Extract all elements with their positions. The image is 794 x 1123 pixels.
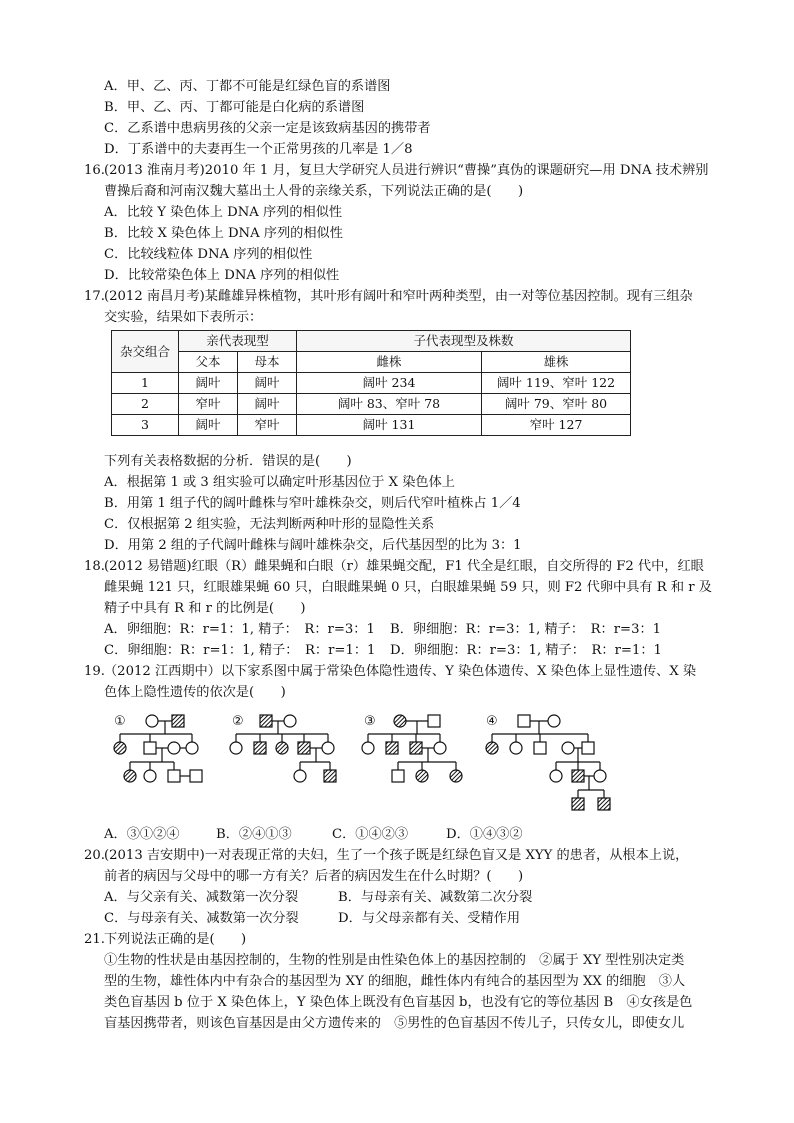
female-symbol <box>294 770 306 782</box>
affected-female-symbol <box>450 770 462 782</box>
male-symbol <box>428 715 440 727</box>
q21-stem-line4: 类色盲基因 b 位于 X 染色体上，Y 染色体上既没有色盲基因 b，也没有它的等位基因 B ④女孩是色 <box>104 995 693 1010</box>
q17-number: 17. <box>84 289 105 304</box>
mother-phenotype: 窄叶 <box>238 415 297 436</box>
table-row <box>112 373 631 394</box>
mother-phenotype: 阔叶 <box>238 394 297 415</box>
female-symbol <box>548 715 560 727</box>
affected-male-symbol <box>572 798 584 810</box>
q18-option-a: A．卵细胞：R：r=1：1, 精子： R：r=3：1 <box>104 622 375 637</box>
q16-stem-line1: (2013 淮南月考)2010 年 1 月，复旦大学研究人员进行辨识“曹操”真伪的课题研究—用 DNA 技术辨别 <box>104 163 709 178</box>
affected-male-symbol <box>254 742 266 754</box>
q17-option-a: A．根据第 1 或 3 组实验可以确定叶形基因位于 X 染色体上 <box>104 475 455 490</box>
affected-female-symbol <box>276 742 288 754</box>
pedigree-2 <box>230 714 336 782</box>
affected-female-symbol <box>114 742 126 754</box>
q16-number: 16. <box>84 163 105 178</box>
cross-results-table <box>111 330 631 436</box>
table-header-mother: 母本 <box>238 352 297 373</box>
q15-option-c: C．乙系谱中患病男孩的父亲一定是该致病基因的携带者 <box>104 121 431 136</box>
female-symbol <box>594 770 606 782</box>
q20-option-d: D．与父母亲都有关、受精作用 <box>338 911 521 926</box>
q19-stem-line2: 色体上隐性遗传的依次是( ) <box>104 685 286 700</box>
female-symbol <box>168 742 180 754</box>
affected-female-symbol <box>416 770 428 782</box>
father-phenotype: 阔叶 <box>179 415 238 436</box>
affected-male-symbol <box>260 715 272 727</box>
q19-number: 19. <box>84 664 105 679</box>
affected-male-symbol <box>172 715 184 727</box>
q17-option-c: C．仅根据第 2 组实验，无法判断两种叶形的显隐性关系 <box>104 517 435 532</box>
q18-stem-line1: (2012 易错题)红眼（R）雌果蝇和白眼（r）雄果蝇交配，F1 代全是红眼，自交所得的 F2 代中，红眼 <box>104 559 704 574</box>
pedigree-1-label: ① <box>114 714 126 729</box>
cross-id: 1 <box>112 373 179 394</box>
q16-option-d: D．比较常染色体上 DNA 序列的相似性 <box>104 268 340 283</box>
q15-option-a: A．甲、乙、丙、丁都不可能是红绿色盲的系谱图 <box>104 79 391 94</box>
table-header-parents: 亲代表现型 <box>179 331 297 352</box>
table-row <box>112 394 631 415</box>
male-symbol <box>582 742 594 754</box>
table-header-female: 雌株 <box>297 352 482 373</box>
female-offspring: 阔叶 234 <box>297 373 482 394</box>
female-symbol <box>550 770 562 782</box>
male-symbol <box>168 770 180 782</box>
male-symbol <box>534 742 546 754</box>
affected-male-symbol <box>324 770 336 782</box>
table-header-male: 雄株 <box>482 352 631 373</box>
father-phenotype: 窄叶 <box>179 394 238 415</box>
male-offspring: 窄叶 127 <box>482 415 631 436</box>
pedigree-4 <box>486 714 610 810</box>
father-phenotype: 阔叶 <box>179 373 238 394</box>
q17-stem-line2: 交实验，结果如下表所示： <box>104 310 263 325</box>
q20-option-c: C．与母亲有关、减数第一次分裂 <box>104 911 299 926</box>
table-header-offspring: 子代表现型及株数 <box>297 331 631 352</box>
table-row <box>112 415 631 436</box>
cross-id: 2 <box>112 394 179 415</box>
q16-option-c: C．比较线粒体 DNA 序列的相似性 <box>104 247 313 262</box>
q20-stem-line2: 前者的病因与父母中的哪一方有关？后者的病因发生在什么时期？( ) <box>104 869 524 884</box>
q20-stem-line1: (2013 吉安期中)一对表现正常的夫妇，生了一个孩子既是红绿色盲又是 XYY 的患者，从根本上说， <box>104 848 689 863</box>
female-symbol <box>144 770 156 782</box>
q20-number: 20. <box>84 848 105 863</box>
male-symbol <box>392 770 404 782</box>
cross-id: 3 <box>112 415 179 436</box>
male-symbol <box>144 742 156 754</box>
q21-stem-line5: 盲基因携带者，则该色盲基因是由父方遗传来的 ⑤男性的色盲基因不传儿子，只传女儿，即使女儿 <box>104 1016 685 1031</box>
q17-option-b: B．用第 1 组子代的阔叶雌株与窄叶雄株杂交，则后代窄叶植株占 1／4 <box>104 496 521 511</box>
q18-stem-line3: 精子中具有 R 和 r 的比例是( ) <box>104 601 306 616</box>
affected-female-symbol <box>394 715 406 727</box>
affected-male-symbol <box>386 742 398 754</box>
q15-option-d: D．丁系谱中的夫妻再生一个正常男孩的几率是 1／8 <box>104 142 413 157</box>
female-symbol <box>562 742 574 754</box>
pedigree-2-label: ② <box>232 714 244 729</box>
q21-stem-line1: 下列说法正确的是( ) <box>104 932 247 947</box>
female-offspring: 阔叶 83、窄叶 78 <box>297 394 482 415</box>
female-symbol <box>322 742 334 754</box>
table-header-cross: 杂交组合 <box>112 331 179 373</box>
pedigree-3-label: ③ <box>364 714 376 729</box>
female-symbol <box>230 742 242 754</box>
table-header-father: 父本 <box>179 352 238 373</box>
pedigree-3 <box>362 714 462 782</box>
pedigree-1 <box>114 714 202 782</box>
q16-option-a: A．比较 Y 染色体上 DNA 序列的相似性 <box>104 205 343 220</box>
mother-phenotype: 阔叶 <box>238 373 297 394</box>
affected-male-symbol <box>572 770 584 782</box>
q16-option-b: B．比较 X 染色体上 DNA 序列的相似性 <box>104 226 343 241</box>
female-symbol <box>434 742 446 754</box>
male-offspring: 阔叶 119、窄叶 122 <box>482 373 631 394</box>
q18-stem-line2: 雌果蝇 121 只，红眼雄果蝇 60 只，白眼雌果蝇 0 只，白眼雄果蝇 59 只，则 F2 代卵中具有 R 和 r 及 <box>104 580 712 595</box>
q17-option-d: D．用第 2 组的子代阔叶雌株与阔叶雄株杂交，后代基因型的比为 3：1 <box>104 538 522 553</box>
male-symbol <box>190 770 202 782</box>
pedigree-4-label: ④ <box>486 714 498 729</box>
q19-option-d: D．①④③② <box>446 827 523 842</box>
q17-question: 下列有关表格数据的分析．错误的是( ) <box>104 454 352 469</box>
q15-option-b: B．甲、乙、丙、丁都可能是白化病的系谱图 <box>104 100 365 115</box>
affected-female-symbol <box>486 742 498 754</box>
male-offspring: 阔叶 79、窄叶 80 <box>482 394 631 415</box>
q19-option-a: A．③①②④ <box>104 827 180 842</box>
affected-female-symbol <box>124 770 136 782</box>
q19-stem-line1: （2012 江西期中）以下家系图中属于常染色体隐性遗传、Y 染色体遗传、X 染色体上显性遗传、X 染 <box>104 664 697 679</box>
pedigree-figure <box>110 710 670 815</box>
male-symbol <box>518 715 530 727</box>
q19-option-b: B．②④①③ <box>216 827 292 842</box>
female-symbol <box>510 742 522 754</box>
q19-option-c: C．①④②③ <box>332 827 409 842</box>
affected-male-symbol <box>410 742 422 754</box>
q20-option-b: B．与母亲有关、减数第二次分裂 <box>338 890 533 905</box>
female-symbol <box>284 715 296 727</box>
q18-option-c: C．卵细胞：R：r=1：1, 精子： R：r=1：1 <box>104 643 376 658</box>
female-symbol <box>146 715 158 727</box>
q18-option-b: B．卵细胞：R：r=3：1, 精子： R：r=3：1 <box>390 622 662 637</box>
female-symbol <box>186 742 198 754</box>
q21-stem-line2: ①生物的性状是由基因控制的，生物的性别是由性染色体上的基因控制的 ②属于 XY 型性别决定类 <box>104 953 685 968</box>
q16-stem-line2: 曹操后裔和河南汉魏大墓出土人骨的亲缘关系，下列说法正确的是( ) <box>104 184 524 199</box>
q20-option-a: A．与父亲有关、减数第一次分裂 <box>104 890 299 905</box>
female-offspring: 阔叶 131 <box>297 415 482 436</box>
affected-male-symbol <box>598 798 610 810</box>
q18-option-d: D．卵细胞：R：r=3：1, 精子： R：r=1：1 <box>390 643 662 658</box>
q18-number: 18. <box>84 559 105 574</box>
q21-number: 21. <box>84 932 105 947</box>
female-symbol <box>362 742 374 754</box>
affected-male-symbol <box>298 742 310 754</box>
q21-stem-line3: 型的生物，雄性体内中有杂合的基因型为 XY 的细胞，雌性体内有纯合的基因型为 XX 的细胞 ③人 <box>104 974 686 989</box>
q17-stem-line1: (2012 南昌月考)某雌雄异株植物，其叶形有阔叶和窄叶两种类型，由一对等位基因控制。现有三组杂 <box>104 289 693 304</box>
